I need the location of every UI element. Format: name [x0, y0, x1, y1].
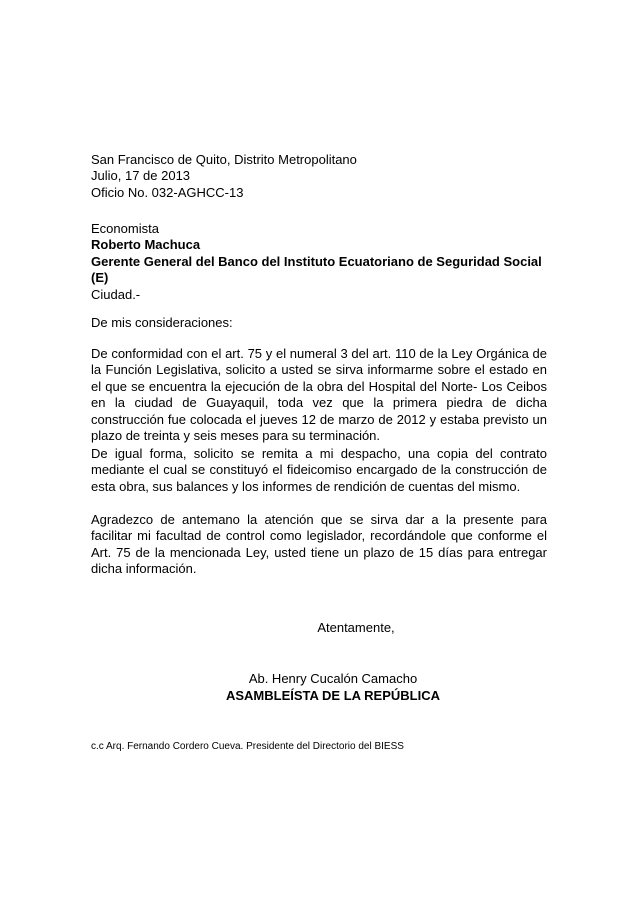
signature-name: Ab. Henry Cucalón Camacho	[248, 671, 418, 686]
recipient-position-line1: Gerente General del Banco del Instituto Ecuatoriano de Seguridad Social	[91, 253, 542, 269]
place-line: San Francisco de Quito, Distrito Metropolitano	[91, 152, 357, 167]
body-paragraph-3: Agradezco de antemano la atención que se sirva dar a la presente para facilitar mi facultad de control como legislador, recordándole que conforme el Art. 75 de la mencionada Ley, usted tiene un plazo de 15 días para entregar dicha información.	[91, 512, 547, 577]
recipient-block	[91, 221, 547, 303]
recipient-city: Ciudad.-	[91, 286, 141, 302]
body-paragraph-1: De conformidad con el art. 75 y el numeral 3 del art. 110 de la Ley Orgánica de la Función Legislativa, solicito a usted se sirva informarme sobre el estado en el que se encuentra la ejecución de la obra del Hospital del Norte- Los Ceibos en la ciudad de Guayaquil, toda vez que la primera piedra de dicha construcción fue colocada el jueves 12 de marzo de 2012 y estaba previsto un plazo de treinta y seis meses para su terminación.	[91, 346, 547, 444]
date-line: Julio, 17 de 2013	[91, 168, 191, 184]
letter-header	[91, 152, 547, 201]
body-paragraph-2: De igual forma, solicito se remita a mi despacho, una copia del contrato mediante el cual se constituyó el fideicomiso encargado de la construcción de esta obra, sus balances y los informes de rendición de cuentas del mismo.	[91, 446, 547, 494]
recipient-title: Economista	[91, 221, 159, 236]
recipient-position-line2: (E)	[91, 270, 109, 286]
carbon-copy: c.c Arq. Fernando Cordero Cueva. Presidente del Directorio del BIESS	[91, 741, 404, 752]
signature-title: ASAMBLEÍSTA DE LA REPÚBLICA	[225, 688, 441, 703]
recipient-name: Roberto Machuca	[91, 237, 201, 253]
office-number: Oficio No. 032-AGHCC-13	[91, 184, 244, 200]
closing: Atentamente,	[317, 620, 395, 635]
salutation: De mis consideraciones:	[91, 315, 233, 330]
